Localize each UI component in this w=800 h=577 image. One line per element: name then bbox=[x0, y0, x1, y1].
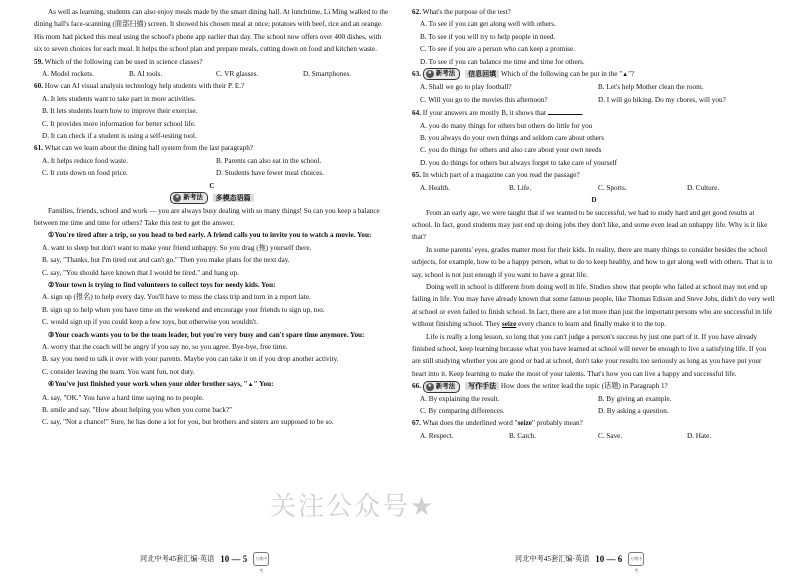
option: C. To see if you are a person who can keep a promise. bbox=[420, 45, 576, 54]
passage-paragraph: From an early age, we were taught that if we wanted to be successful, we had to study hard and get good results at school. In fact, good students may just end up doing jobs they don't like, and some even lead an unhappy life. Why is it like that? bbox=[412, 208, 768, 242]
passage-paragraph: Families, friends, school and work — you are always busy dealing with so many things! So can you keep a balance between me time and time for others? Take this test to get the answer. bbox=[34, 206, 380, 227]
new-format-tag: ★ 新考法 bbox=[170, 192, 208, 204]
watermark: 关注公众号★ bbox=[270, 492, 436, 522]
option: D. It can check if a student is using a self-testing tool. bbox=[42, 132, 197, 141]
option: C. Sports. bbox=[598, 183, 627, 192]
footer-title: 河北中考45套汇编·英语 bbox=[140, 555, 215, 563]
scenario-3: ③Your coach wants you to be the team leader, but you're very busy and can't spare time anymore. You: bbox=[48, 330, 365, 339]
section-type-label: 写作手法 bbox=[465, 382, 499, 390]
publisher-logo: 万唯中考 bbox=[628, 552, 644, 566]
new-format-tag: ★ 新考法 bbox=[423, 68, 461, 80]
blank-marker: ▲ bbox=[247, 382, 254, 389]
option: C. would sign up if you could keep a few toys, but otherwise you wouldn't. bbox=[42, 318, 258, 327]
option: A. you do many things for others but others do little for you bbox=[420, 121, 593, 130]
option: D. you do things for others but always forget to take care of yourself bbox=[420, 158, 618, 167]
option: A. worry that the coach will be angry if you say no, so you agree. Bye-bye, free time. bbox=[42, 342, 288, 351]
q65-options bbox=[412, 182, 776, 194]
option: C. say, "Not a chance!" Sure, he has done a lot for you, but brothers and sisters are supposed to be so. bbox=[42, 418, 334, 427]
option: B. Catch. bbox=[509, 431, 536, 440]
right-page bbox=[400, 0, 800, 573]
q61-options bbox=[34, 155, 390, 180]
passage-paragraph: In some parents' eyes, grades matter most for their kids. In reality, there are many things to consider besides the school subjects, for example, how to be a happy person, what to do to keep healthy, and how to get along well with others. That is to say, school is not just enough if you want to have a great life. bbox=[412, 245, 773, 279]
option: B. smile and say, "How about helping you when you come back?" bbox=[42, 406, 233, 414]
option: A. Shall we go to play football? bbox=[420, 83, 512, 92]
option: C. Save. bbox=[598, 431, 623, 440]
blank-marker: ▲ bbox=[622, 72, 629, 79]
q66-options bbox=[412, 393, 776, 418]
page-footer bbox=[515, 551, 644, 573]
section-heading-d: D bbox=[591, 196, 597, 205]
question-65: 65. In which part of a magazine can you read the passage? bbox=[412, 171, 580, 180]
option: C. consider leaving the team. You want fun, not duty. bbox=[42, 367, 195, 376]
star-icon: ★ bbox=[175, 195, 180, 201]
q67-options bbox=[412, 430, 776, 442]
option: A. sign up (报名) to help every day. You'll have to miss the class trip and turn in a report late. bbox=[42, 293, 311, 302]
scenario-4: ④You've just finished your work when your older brother says, "▲" You: bbox=[48, 380, 274, 389]
option: D. To see if you can balance me time and time for others. bbox=[420, 57, 585, 66]
option: B. Life. bbox=[509, 183, 532, 192]
option: C. Will you go to the movies this afternoon? bbox=[420, 95, 548, 104]
question-62: 62. What's the purpose of the test? bbox=[412, 8, 511, 16]
option: D. I will go biking. Do my chores, will you? bbox=[598, 95, 726, 104]
option: B. sign up to help when you have time on the weekend and encourage your friends to sign up, too. bbox=[42, 305, 325, 314]
left-page bbox=[0, 0, 400, 573]
publisher-logo: 万唯中考 bbox=[253, 552, 269, 566]
option: C. say, "You should have known that I would be tired." and hang up. bbox=[42, 268, 239, 277]
passage-paragraph: As well as learning, students can also enjoy meals made by the smart dining hall. At lunchtime, Li Ming walked to the dining hall's face-scanning (面部扫描) screen. It showed his chosen meal at once; potatoes with beef, rice and an orange. His mom had picked this meal using the school's phone app earlier that day. The school now offers over 400 dishes, with six to seven choices for each meal. It helps the school plan and prepare meals, cutting down on food and kitchen waste. bbox=[34, 8, 389, 54]
option: A. want to sleep but don't want to make your friend unhappy. So you drag (拖) yourself there. bbox=[42, 243, 312, 252]
option: B. AI tools. bbox=[129, 70, 163, 79]
new-format-tag: ★ 新考法 bbox=[423, 381, 461, 393]
scenario-2: ②Your town is trying to find volunteers to collect toys for needy kids. You: bbox=[48, 280, 276, 289]
option: A. It lets students want to take part in more activities. bbox=[42, 94, 196, 103]
option: A. Health. bbox=[420, 183, 450, 192]
star-icon: ★ bbox=[427, 383, 433, 389]
passage-paragraph: Doing well in school is different from doing well in life. Studies show that people who failed at school may not end up failing in life. You may have already known that some famous people, like Thomas Edison and Steve Jobs, didn't do very well at school or even failed to finish school. In fact, there are a lot more than just the important persons who are successful in life without finishing school. They seize every chance to learn and finally make it to the top. bbox=[412, 282, 775, 329]
option: D. By asking a question. bbox=[598, 407, 669, 415]
section-heading-c: C bbox=[209, 181, 215, 190]
passage-paragraph: Life is really a long lesson, so long that you can't judge a person's success by just one part of it. If you have already finished school, keep learning because what you have learned at school will never be enough to live a satisfying life. If you are still studying whether you are good or bad at school, don't take your results too seriously as long as you have put your heart into it. Keep learning to make the most of your talents. That's how you can live a happy and successful life. bbox=[412, 332, 767, 378]
q59-options bbox=[34, 68, 390, 80]
question-67: 67. What does the underlined word "seize" probably mean? bbox=[412, 419, 583, 428]
option: A. say, "OK." You have a hard time saying no to people. bbox=[42, 393, 204, 402]
option: B. Parents can also eat in the school. bbox=[216, 156, 322, 165]
option: C. It provides more information for better school life. bbox=[42, 119, 196, 128]
question-61: 61. What can we learn about the dining hall system from the last paragraph? bbox=[34, 144, 254, 153]
option: C. It cuts down on food price. bbox=[42, 169, 128, 178]
option: B. It lets students learn how to improve their exercise. bbox=[42, 107, 198, 116]
footer-title: 河北中考45套汇编·英语 bbox=[515, 555, 590, 563]
answer-blank bbox=[548, 106, 582, 115]
question-66: 66. ★ 新考法 写作手法 How does the writer lead the topic (话题) in Paragraph 1? bbox=[412, 380, 776, 392]
q63-options bbox=[412, 81, 776, 106]
option: A. To see if you can get along well with others. bbox=[420, 20, 556, 29]
page-footer bbox=[140, 551, 269, 573]
underlined-word: seize bbox=[501, 320, 517, 329]
option: C. By comparing differences. bbox=[420, 407, 505, 415]
option: D. Hate. bbox=[687, 431, 712, 440]
option: B. By giving an example. bbox=[598, 394, 672, 403]
option: A. It helps reduce food waste. bbox=[42, 156, 129, 165]
section-type-label: 信息回填 bbox=[465, 70, 499, 78]
question-63: 63. ★ 新考法 信息回填 Which of the following can be put in the "▲"? bbox=[412, 68, 776, 81]
question-59: 59. Which of the following can be used in science classes? bbox=[34, 57, 203, 66]
option: B. To see if you will try to help people in need. bbox=[420, 32, 556, 41]
section-type-label: 多模态语篇 bbox=[213, 194, 254, 202]
option: B. say you need to talk it over with your parents. Maybe you can take it on if you drop another activity. bbox=[42, 355, 339, 364]
section-tag-row bbox=[34, 192, 390, 204]
question-64: 64. If your answers are mostly B, it shows that . bbox=[412, 106, 776, 119]
page-number: 10 — 5 bbox=[220, 554, 248, 564]
option: B. you always do your own things and seldom care about others bbox=[420, 134, 605, 143]
option: A. By explaining the result. bbox=[420, 394, 500, 403]
option: A. Respect. bbox=[420, 431, 454, 440]
option: D. Smartphones. bbox=[303, 70, 352, 79]
question-60: 60. How can AI visual analysis technology help students with their P. E.? bbox=[34, 82, 245, 91]
page-number: 10 — 6 bbox=[595, 554, 623, 564]
option: D. Students have fewer meal choices. bbox=[216, 169, 324, 178]
option: C. VR glasses. bbox=[216, 70, 259, 79]
option: C. you do things for others and also care about your own needs bbox=[420, 146, 602, 155]
star-icon: ★ bbox=[427, 71, 433, 77]
option: D. Culture. bbox=[687, 183, 720, 192]
scenario-1: ①You're tired after a trip, so you head to bed early. A friend calls you to invite you to watch a movie. You: bbox=[48, 231, 372, 240]
option: B. say, "Thanks, but I'm tired out and can't go." Then you make plans for the next day. bbox=[42, 256, 290, 265]
option: B. Let's help Mother clean the room. bbox=[598, 83, 704, 92]
option: A. Model rockets. bbox=[42, 70, 94, 79]
